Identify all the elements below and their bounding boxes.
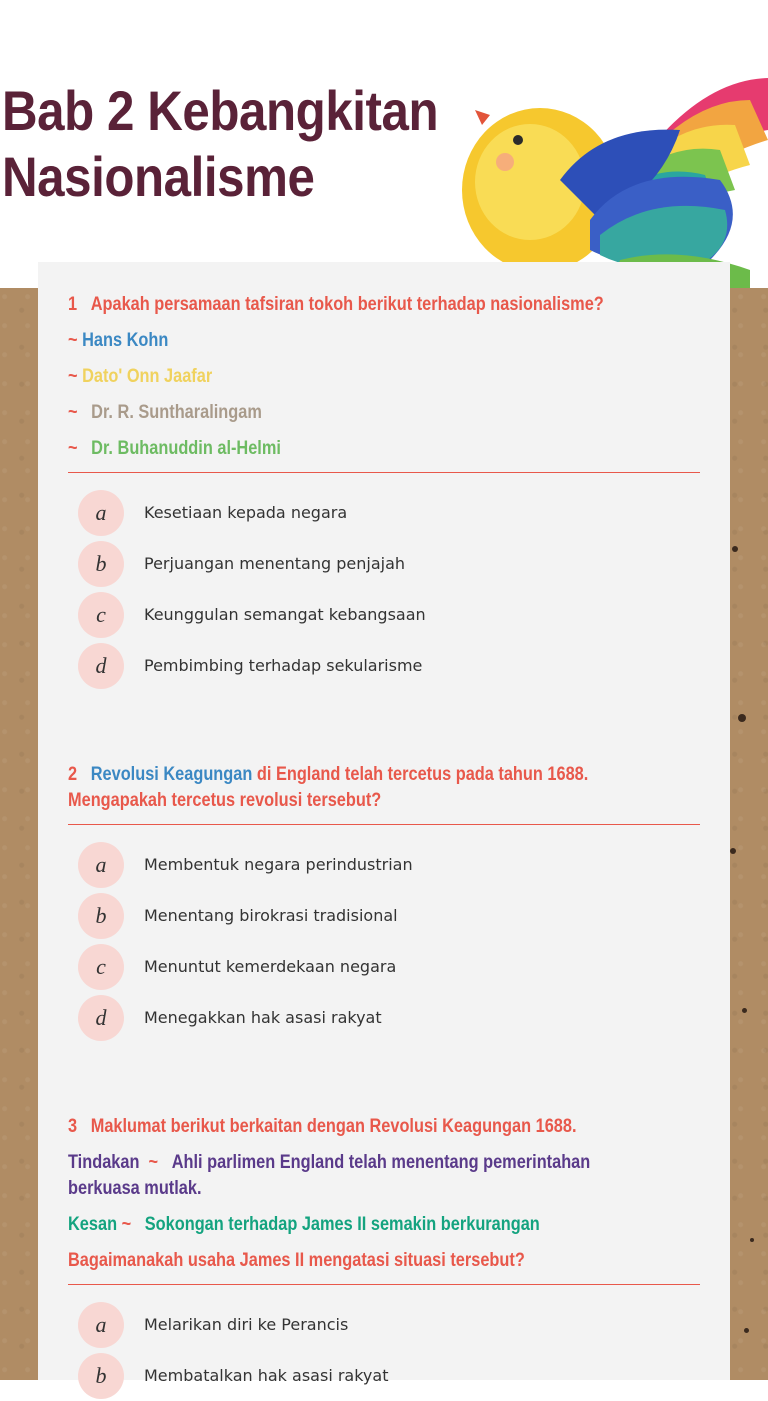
option-text: Kesetiaan kepada negara [144, 503, 348, 522]
option-b[interactable] [68, 1350, 700, 1401]
option-text: Membentuk negara perindustrian [144, 855, 413, 874]
option-c[interactable] [68, 589, 700, 640]
option-a[interactable] [68, 1299, 700, 1350]
option-d[interactable] [68, 640, 700, 691]
figure-hans-kohn: ~ Hans Kohn [68, 330, 169, 351]
option-text: Perjuangan menentang penjajah [144, 554, 406, 573]
bird-illustration-icon [450, 70, 768, 288]
question-1-options [68, 487, 700, 691]
option-letter[interactable]: c [78, 944, 124, 990]
option-letter[interactable]: d [78, 995, 124, 1041]
option-c[interactable] [68, 941, 700, 992]
speck [738, 714, 746, 722]
option-d[interactable] [68, 992, 700, 1043]
question-3-options [68, 1299, 700, 1401]
question-3 [68, 1114, 700, 1401]
divider [68, 824, 700, 825]
option-letter[interactable]: a [78, 842, 124, 888]
kesan-line: Kesan ~ Sokongan terhadap James II semakin berkurangan [68, 1214, 540, 1235]
divider [68, 1284, 700, 1285]
option-text: Melarikan diri ke Perancis [144, 1315, 349, 1334]
speck [732, 546, 738, 552]
option-letter[interactable]: b [78, 893, 124, 939]
quiz-card [38, 262, 730, 1388]
question-2-options [68, 839, 700, 1043]
figure-dato-onn-jaafar: ~ Dato' Onn Jaafar [68, 366, 213, 387]
divider [68, 472, 700, 473]
option-text: Keunggulan semangat kebangsaan [144, 605, 426, 624]
option-letter[interactable]: a [78, 1302, 124, 1348]
speck [742, 1008, 747, 1013]
question-3-ask: Bagaimanakah usaha James II mengatasi situasi tersebut? [68, 1250, 525, 1271]
option-b[interactable] [68, 538, 700, 589]
speck [730, 848, 736, 854]
figure-suntharalingam: ~ Dr. R. Suntharalingam [68, 402, 262, 423]
option-letter[interactable]: d [78, 643, 124, 689]
option-letter[interactable]: a [78, 490, 124, 536]
option-text: Menegakkan hak asasi rakyat [144, 1008, 382, 1027]
question-1-prompt: 1 Apakah persamaan tafsiran tokoh berikut terhadap nasionalisme? [68, 294, 604, 315]
option-text: Menuntut kemerdekaan negara [144, 957, 397, 976]
option-letter[interactable]: b [78, 1353, 124, 1399]
page-title [2, 78, 460, 210]
speck [744, 1328, 749, 1333]
question-1 [68, 292, 700, 691]
option-text: Menentang birokrasi tradisional [144, 906, 398, 925]
option-text: Pembimbing terhadap sekularisme [144, 656, 423, 675]
option-letter[interactable]: b [78, 541, 124, 587]
question-2-prompt: 2 Revolusi Keagungan di England telah tercetus pada tahun 1688. [68, 764, 589, 785]
speck [750, 1238, 754, 1242]
option-a[interactable] [68, 839, 700, 890]
title-line-2: Nasionalisme [2, 145, 315, 208]
option-a[interactable] [68, 487, 700, 538]
title-line-1: Bab 2 Kebangkitan [2, 79, 439, 142]
tindakan-line-2: berkuasa mutlak. [68, 1178, 202, 1199]
question-2 [68, 762, 700, 1043]
option-b[interactable] [68, 890, 700, 941]
question-2-prompt-line2: Mengapakah tercetus revolusi tersebut? [68, 790, 382, 811]
option-text: Membatalkan hak asasi rakyat [144, 1366, 389, 1385]
question-3-prompt: 3 Maklumat berikut berkaitan dengan Revolusi Keagungan 1688. [68, 1116, 577, 1137]
header [0, 0, 768, 288]
option-letter[interactable]: c [78, 592, 124, 638]
figure-buhanuddin: ~ Dr. Buhanuddin al-Helmi [68, 438, 281, 459]
tindakan-line: Tindakan ~ Ahli parlimen England telah menentang pemerintahan [68, 1152, 591, 1173]
